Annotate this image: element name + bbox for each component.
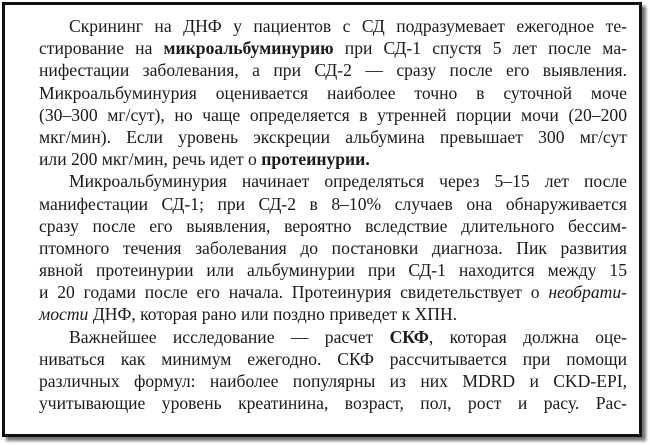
text-segment: (30–300 мг/сут), но чаще определяется в утренней порции мочи (20–200 [39,104,627,125]
page-frame [2,2,642,437]
text-line [39,193,627,215]
text-segment: различных формул: наиболее популярны из них MDRD и CKD-EPI, [39,371,627,391]
text-line [39,392,627,414]
text-line [39,215,627,237]
text-line [39,237,627,259]
paragraph [39,326,627,415]
text-segment: , которая должна оце- [428,326,628,347]
bold-term: СКФ [389,326,429,347]
text-line [39,370,627,392]
text-line [39,15,627,37]
text-segment: нифестации заболевания, а при СД-2 — сразу после его выявления. [39,60,627,81]
italic-term: мости [39,304,89,325]
text-segment: ДНФ, которая рано или поздно приведет к ХПН. [88,304,458,325]
text-line [39,104,627,126]
text-segment: явной протеинурии или альбуминурии при СД-1 находится между 15 [39,260,627,281]
text-segment: ниваться как минимум ежегодно. СКФ рассчитывается при помощи [39,348,627,369]
text-segment: сразу после его выявления, вероятно вследствие длительного бессим- [39,215,627,236]
bold-term: протеинурии. [261,149,370,170]
text-line [39,148,627,170]
text-line [39,259,627,281]
text-segment: учитывающие уровень креатинина, возраст, пол, рост и расу. Рас- [39,393,627,414]
text-segment: Скрининг на ДНФ у пациентов с СД подразумевает ежегодное те- [69,16,627,36]
text-segment: манифестации СД-1; при СД-2 в 8–10% случаев она обнаруживается [39,193,627,214]
text-segment: птомного течения заболевания до постановки диагноза. Пик развития [39,237,627,258]
text-segment: при СД-1 спустя 5 лет после ма- [333,38,627,59]
text-segment: мкг/мин). Если уровень экскреции альбумина превышает 300 мг/сут [39,126,627,147]
text-segment: Микроальбуминурия начинает определяться через 5–15 лет после [69,171,627,192]
text-segment: Важнейшее исследование — расчет [69,326,390,347]
text-line [39,170,627,192]
paragraph [39,170,627,325]
text-line [39,326,627,348]
italic-term: необрати- [548,282,627,303]
paragraph [39,15,627,170]
text-segment: стирование на [39,38,164,59]
text-line [39,348,627,370]
text-line [39,126,627,148]
text-segment: Микроальбуминурия оценивается наиболее точно в суточной моче [39,82,627,103]
text-line [39,37,627,59]
document-text [39,15,627,414]
bold-term: микроальбуминурию [163,38,334,59]
text-segment: и 20 годами после его начала. Протеинурия свидетельствует о [39,282,549,303]
text-line [39,82,627,104]
text-line [39,303,627,325]
text-segment: или 200 мкг/мин, речь идет о [39,149,262,170]
text-line [39,281,627,303]
text-line [39,59,627,81]
